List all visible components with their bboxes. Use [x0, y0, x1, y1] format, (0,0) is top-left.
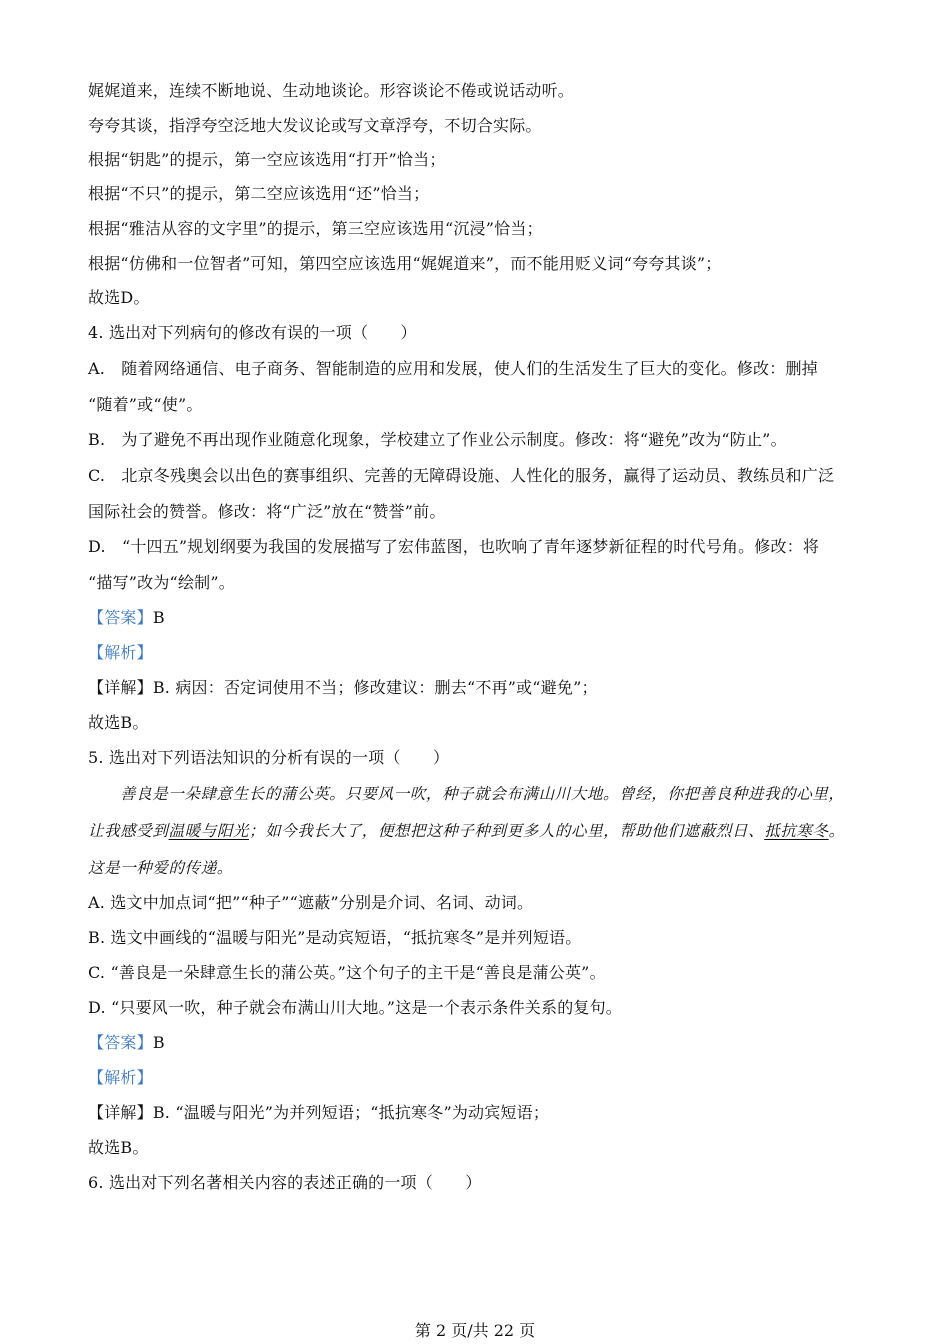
option-d: D. “十四五”规划纲要为我国的发展描写了宏伟蓝图，也吹响了青年逐梦新征程的时代号角。修改：将 — [88, 537, 820, 556]
explanation-line: 娓娓道来，连续不断地说、生动地谈论。形容谈论不倦或说话动听。 — [88, 81, 575, 100]
underlined-phrase: 温暖与阳光 — [168, 822, 250, 840]
passage-line: 善良是一朵肆意生长的蒲公英。只要风一吹，种子就会布满山川大地。曾经，你把善良种进我的心里， — [120, 785, 845, 803]
question-5: 5. 选出对下列语法知识的分析有误的一项（ ） — [88, 748, 450, 767]
answer-line — [88, 1032, 165, 1054]
explanation-line: 夸夸其谈，指浮夸空泛地大发议论或写文章浮夸，不切合实际。 — [88, 116, 542, 135]
answer-value: B — [152, 1033, 165, 1052]
option-c: C. “善良是一朵肆意生长的蒲公英。”这个句子的主干是“善良是蒲公英”。 — [88, 963, 606, 982]
option-b: B. 选文中画线的“温暖与阳光”是动宾短语，“抵抗寒冬”是并列短语。 — [88, 928, 582, 947]
option-d: D. “只要风一吹，种子就会布满山川大地。”这是一个表示条件关系的复句。 — [88, 998, 622, 1017]
passage-text: 让我感受到 — [88, 822, 169, 840]
passage-line — [88, 820, 845, 842]
question-6: 6. 选出对下列名著相关内容的表述正确的一项（ ） — [88, 1173, 482, 1192]
option-c: C. 北京冬残奥会以出色的赛事组织、完善的无障碍设施、人性化的服务，赢得了运动员、教练员和广泛 — [88, 466, 835, 485]
answer-tag: 【答案】 — [88, 1033, 153, 1052]
detail-text: B. 病因：否定词使用不当；修改建议：删去“不再”或“避免”； — [152, 678, 598, 697]
detail-text: B. “温暖与阳光”为并列短语；“抵抗寒冬”为动宾短语； — [152, 1103, 550, 1122]
option-b: B. 为了避免不再出现作业随意化现象，学校建立了作业公示制度。修改：将“避免”改为“防止”。 — [88, 430, 787, 449]
option-d-continued: “描写”改为“绘制”。 — [88, 573, 235, 592]
analysis-tag: 【解析】 — [88, 1068, 153, 1087]
answer-value: B — [152, 608, 165, 627]
underlined-phrase: 抵抗寒冬 — [764, 822, 829, 840]
passage-line: 这是一种爱的传递。 — [88, 859, 233, 877]
page-number: 第 2 页/共 22 页 — [414, 1321, 536, 1340]
option-a-continued: “随着”或“使”。 — [88, 395, 203, 414]
detail-tag: 【详解】 — [88, 678, 153, 697]
conclusion-line: 故选B。 — [88, 713, 149, 732]
passage-text: ；如今我长大了，便想把这种子种到更多人的心里，帮助他们遮蔽烈日、 — [249, 822, 765, 840]
detail-line — [88, 677, 598, 699]
analysis-tag: 【解析】 — [88, 643, 153, 662]
option-c-continued: 国际社会的赞誉。修改：将“广泛”放在“赞誉”前。 — [88, 502, 446, 521]
answer-tag: 【答案】 — [88, 608, 153, 627]
explanation-line: 根据“仿佛和一位智者”可知，第四空应该选用“娓娓道来”，而不能用贬义词“夸夸其谈”； — [88, 254, 722, 273]
option-a: A. 选文中加点词“把”“种子”“遮蔽”分别是介词、名词、动词。 — [88, 893, 534, 912]
explanation-line: 根据“雅洁从容的文字里”的提示，第三空应该选用“沉浸”恰当； — [88, 219, 543, 238]
conclusion-line: 故选B。 — [88, 1138, 149, 1157]
option-a: A. 随着网络通信、电子商务、智能制造的应用和发展，使人们的生活发生了巨大的变化。修改：删掉 — [88, 359, 818, 378]
detail-tag: 【详解】 — [88, 1103, 153, 1122]
answer-line — [88, 607, 165, 629]
explanation-line: 根据“不只”的提示，第二空应该选用“还”恰当； — [88, 184, 430, 203]
detail-line — [88, 1102, 549, 1124]
question-4: 4. 选出对下列病句的修改有误的一项（ ） — [88, 323, 417, 342]
conclusion-line: 故选D。 — [88, 288, 150, 307]
passage-text: 。 — [828, 822, 845, 840]
explanation-line: 根据“钥匙”的提示，第一空应该选用“打开”恰当； — [88, 150, 446, 169]
